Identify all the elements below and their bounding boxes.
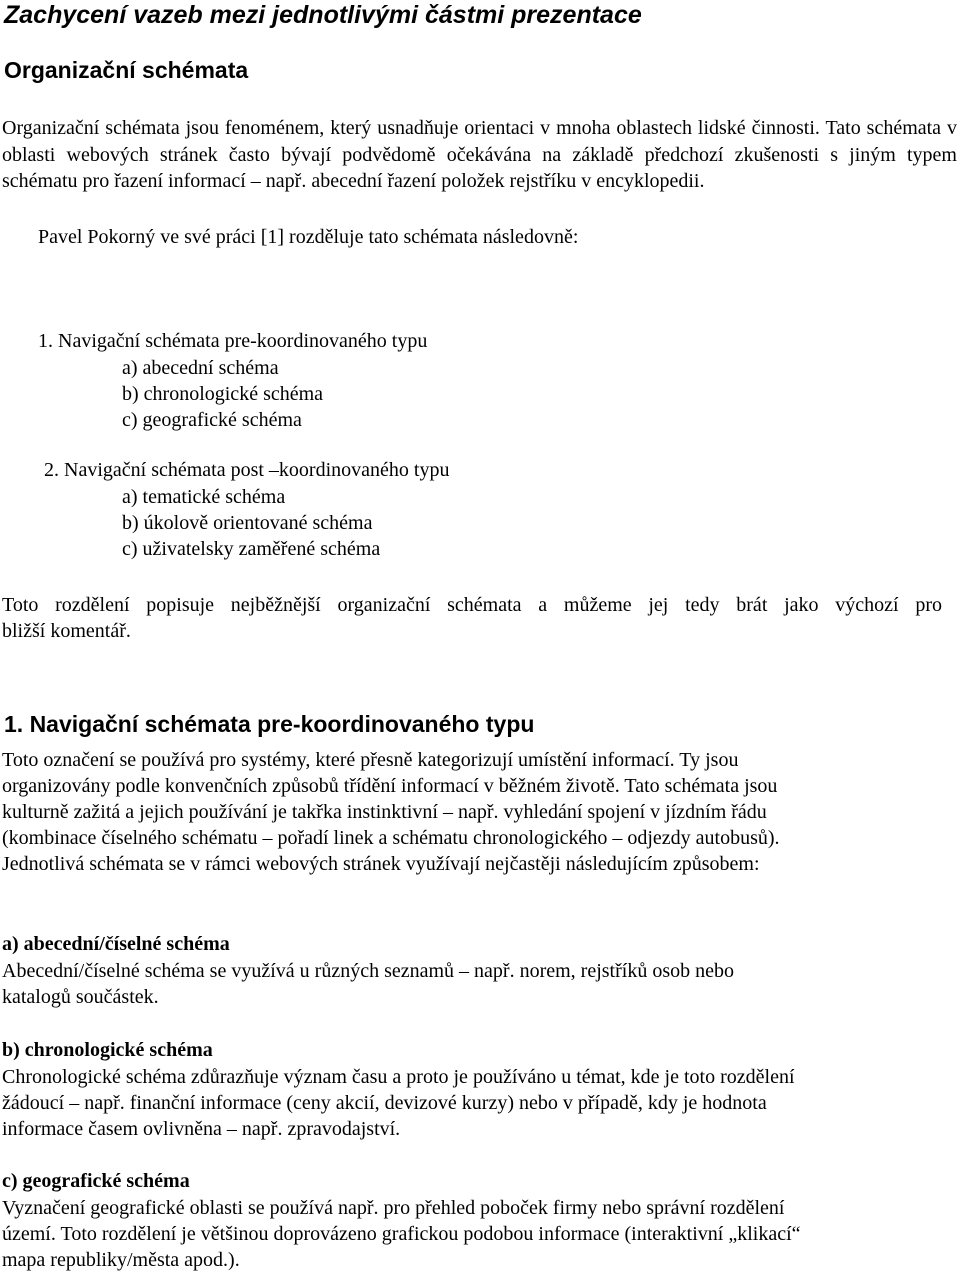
subsection-heading-b: b) chronologické schéma (2, 1039, 213, 1061)
section-heading-pre-coordinated: 1. Navigační schémata pre-koordinovaného typu (4, 711, 535, 737)
list-item: c) uživatelsky zaměřené schéma (122, 538, 381, 560)
subsection-line: území. Toto rozdělení je většinou doprovázeno grafickou podobou informace (interaktivní „klikací“ (2, 1223, 801, 1245)
subsection-line: informace časem ovlivněna – např. zpravodajství. (2, 1118, 401, 1140)
subsection-heading-c: c) geografické schéma (2, 1170, 190, 1192)
classification-intro: Pavel Pokorný ve své práci [1] rozděluje tato schémata následovně: (38, 226, 579, 248)
section2-line: organizovány podle konvenčních způsobů třídění informací v běžném životě. Tato schémata jsou (2, 775, 778, 797)
subsection-line: Vyznačení geografické oblasti se používá např. pro přehled poboček firmy nebo správní rozdělení (2, 1197, 785, 1219)
summary-line: Toto rozdělení popisuje nejběžnější organizační schémata a můžeme jej tedy brát jako výchozí pro (2, 594, 942, 616)
section2-line: Toto označení se používá pro systémy, které přesně kategorizují umístění informací. Ty jsou (2, 749, 739, 771)
section2-line: Jednotlivá schémata se v rámci webových stránek využívají nejčastěji následujícím způsobem: (2, 853, 760, 875)
subsection-line: Chronologické schéma zdůrazňuje význam času a proto je používáno u témat, kde je toto rozdělení (2, 1066, 795, 1088)
subsection-heading-a: a) abecední/číselné schéma (2, 933, 230, 955)
summary-line: bližší komentář. (2, 620, 131, 642)
section-title: Organizační schémata (4, 57, 249, 83)
subsection-line: Abecední/číselné schéma se využívá u různých seznamů – např. norem, rejstříků osob nebo (2, 960, 734, 982)
list-item: c) geografické schéma (122, 409, 302, 431)
list-item: a) abecední schéma (122, 357, 279, 379)
subsection-line: katalogů součástek. (2, 986, 159, 1008)
list-item: b) chronologické schéma (122, 383, 324, 405)
intro-paragraph: Organizační schémata jsou fenoménem, který usnadňuje orientaci v mnoha oblastech lidské činnosti. Tato schémata v oblasti webových stránek často bývají podvědomě očekávána na základě předchozí zkušenosti s jiným typem schématu pro řazení informací – např. abecední řazení položek rejstříku v encyklopedii. (2, 117, 957, 192)
document-title: Zachycení vazeb mezi jednotlivými částmi prezentace (4, 1, 642, 29)
list-item: a) tematické schéma (122, 486, 286, 508)
subsection-line: žádoucí – např. finanční informace (ceny akcií, devizové kurzy) nebo v případě, kdy je hodnota (2, 1092, 767, 1114)
list-heading-1: 1. Navigační schémata pre-koordinovaného typu (38, 330, 428, 352)
list-heading-2: 2. Navigační schémata post –koordinovaného typu (44, 459, 450, 481)
section2-line: kulturně zažitá a jejich používání je takřka instinktivní – např. vyhledání spojení v jízdním řádu (2, 801, 767, 823)
list-item: b) úkolově orientované schéma (122, 512, 373, 534)
section2-line: (kombinace číselného schématu – pořadí linek a schématu chronologického – odjezdy autobusů). (2, 827, 780, 849)
subsection-line: mapa republiky/města apod.). (2, 1249, 240, 1271)
